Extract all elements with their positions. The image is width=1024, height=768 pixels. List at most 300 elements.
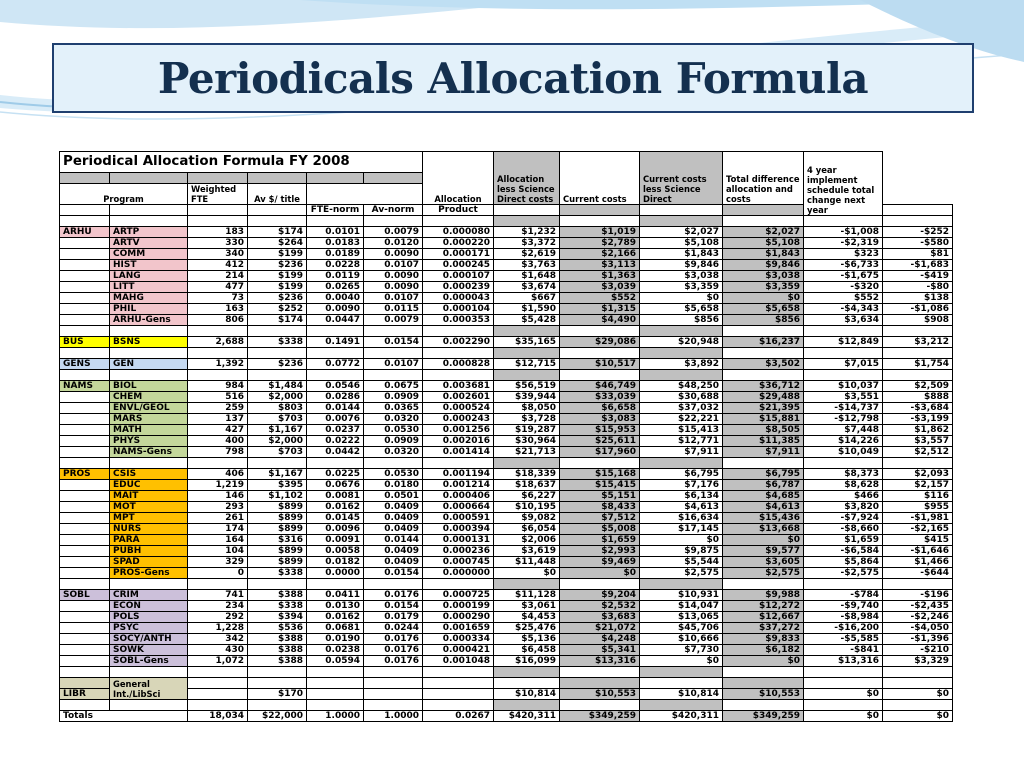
group-code: SOBL: [60, 590, 110, 601]
empty-cell: [804, 579, 883, 590]
empty-cell: [307, 458, 364, 469]
total-diff: $1,659: [804, 535, 883, 546]
weighted-fte: 73: [188, 293, 248, 304]
empty-cell: [723, 326, 804, 337]
current-costs: $10,814: [640, 689, 723, 700]
program-code: PHIL: [110, 304, 188, 315]
empty-cell: [60, 645, 110, 656]
table-row: [60, 359, 953, 370]
four-year: $955: [883, 502, 953, 513]
empty-cell: [494, 326, 560, 337]
fte-norm: 0.0182: [307, 557, 364, 568]
fte-norm: 0.0162: [307, 502, 364, 513]
empty-cell: [60, 326, 110, 337]
current-less-sd: $3,605: [723, 557, 804, 568]
table-row: [60, 337, 953, 348]
total-diff: -$12,798: [804, 414, 883, 425]
program-code: SOWK: [110, 645, 188, 656]
av-norm: 0.0107: [364, 293, 423, 304]
av-norm: 0.0409: [364, 524, 423, 535]
weighted-fte: 798: [188, 447, 248, 458]
current-costs: $15,413: [640, 425, 723, 436]
empty-cell: [60, 524, 110, 535]
fte-norm: 0.0000: [307, 568, 364, 579]
slide-title-box: [52, 43, 974, 113]
av-title: $2,000: [248, 436, 307, 447]
fte-norm: 0.0183: [307, 238, 364, 249]
av-norm: 0.0107: [364, 260, 423, 271]
current-less-sd: $6,787: [723, 480, 804, 491]
spacer-row: [60, 370, 953, 381]
product: 0.001659: [423, 623, 494, 634]
totals-current-costs: $420,311: [640, 711, 723, 722]
empty-cell: [60, 238, 110, 249]
av-title: $174: [248, 315, 307, 326]
program-code: PUBH: [110, 546, 188, 557]
empty-cell: [494, 348, 560, 359]
empty-cell: [364, 348, 423, 359]
four-year: -$3,684: [883, 403, 953, 414]
empty-cell: [364, 458, 423, 469]
alloc-less-sd: $5,341: [560, 645, 640, 656]
program-code: MATH: [110, 425, 188, 436]
alloc-less-sd: $7,512: [560, 513, 640, 524]
program-code: CRIM: [110, 590, 188, 601]
empty-cell: [60, 601, 110, 612]
current-costs: $7,176: [640, 480, 723, 491]
empty-cell: [883, 579, 953, 590]
current-less-sd: $12,667: [723, 612, 804, 623]
alloc-less-sd: $15,415: [560, 480, 640, 491]
alloc-less-sd: $25,611: [560, 436, 640, 447]
empty-cell: [640, 348, 723, 359]
alloc-less-sd: $10,553: [560, 689, 640, 700]
alloc-less-sd: $15,953: [560, 425, 640, 436]
fte-norm: 0.0238: [307, 645, 364, 656]
table-row: [60, 491, 953, 502]
empty-cell: [188, 326, 248, 337]
empty-cell: [883, 216, 953, 227]
program-code: LANG: [110, 271, 188, 282]
empty-cell: [248, 326, 307, 337]
av-title: $388: [248, 656, 307, 667]
allocation: $1,590: [494, 304, 560, 315]
program-code: MAHG: [110, 293, 188, 304]
av-title: $703: [248, 414, 307, 425]
product: 0.000131: [423, 535, 494, 546]
total-diff: $323: [804, 249, 883, 260]
fte-norm: [307, 689, 364, 700]
fte-norm: 0.0546: [307, 381, 364, 392]
alloc-less-sd: $21,072: [560, 623, 640, 634]
current-costs: $9,875: [640, 546, 723, 557]
weighted-fte: 427: [188, 425, 248, 436]
program-code: General Int./LibSci: [110, 678, 188, 700]
empty-cell: [60, 667, 110, 678]
four-year: $2,512: [883, 447, 953, 458]
weighted-fte: 1,072: [188, 656, 248, 667]
table-row: [60, 282, 953, 293]
current-costs: $2,575: [640, 568, 723, 579]
total-diff: -$6,584: [804, 546, 883, 557]
program-code: POLS: [110, 612, 188, 623]
av-title: $536: [248, 623, 307, 634]
empty-cell: [364, 667, 423, 678]
av-norm: 0.0176: [364, 590, 423, 601]
total-diff: -$8,660: [804, 524, 883, 535]
product: 0.000524: [423, 403, 494, 414]
four-year: $0: [883, 689, 953, 700]
allocation: $16,099: [494, 656, 560, 667]
product: 0.003681: [423, 381, 494, 392]
four-year: -$1,646: [883, 546, 953, 557]
total-diff: $3,820: [804, 502, 883, 513]
av-title: $316: [248, 535, 307, 546]
empty-cell: [110, 348, 188, 359]
total-diff: -$16,200: [804, 623, 883, 634]
empty-cell: [883, 326, 953, 337]
empty-cell: [723, 370, 804, 381]
current-costs: $0: [640, 535, 723, 546]
total-diff: $466: [804, 491, 883, 502]
program-code: BSNS: [110, 337, 188, 348]
av-title: $388: [248, 634, 307, 645]
product: 0.000080: [423, 227, 494, 238]
weighted-fte: 234: [188, 601, 248, 612]
fte-norm: 0.0190: [307, 634, 364, 645]
current-less-sd: $2,027: [723, 227, 804, 238]
four-year: $3,329: [883, 656, 953, 667]
empty-cell: [560, 348, 640, 359]
current-costs: $30,688: [640, 392, 723, 403]
weighted-fte: 984: [188, 381, 248, 392]
fte-norm: 0.0162: [307, 612, 364, 623]
current-costs: $16,634: [640, 513, 723, 524]
empty-cell: [60, 656, 110, 667]
program-code: ARTV: [110, 238, 188, 249]
program-code: HIST: [110, 260, 188, 271]
allocation: $8,050: [494, 403, 560, 414]
product: 0.000290: [423, 612, 494, 623]
current-less-sd: $9,846: [723, 260, 804, 271]
totals-row: [60, 711, 953, 722]
spacer-row: [60, 348, 953, 359]
empty-cell: [883, 458, 953, 469]
empty-cell: [804, 326, 883, 337]
program-code: MARS: [110, 414, 188, 425]
fte-norm: 0.0101: [307, 227, 364, 238]
header-current-less-sd: Current costs less Science Direct: [640, 152, 723, 205]
total-diff: $8,373: [804, 469, 883, 480]
current-costs: $5,658: [640, 304, 723, 315]
four-year: -$3,199: [883, 414, 953, 425]
fte-norm: 0.0076: [307, 414, 364, 425]
product: 0.000421: [423, 645, 494, 656]
product: 0.000043: [423, 293, 494, 304]
product: 0.000394: [423, 524, 494, 535]
program-code: MAIT: [110, 491, 188, 502]
alloc-less-sd: $46,749: [560, 381, 640, 392]
av-norm: 0.0179: [364, 612, 423, 623]
product: 0.000828: [423, 359, 494, 370]
weighted-fte: 340: [188, 249, 248, 260]
table-row: [60, 612, 953, 623]
total-diff: -$6,733: [804, 260, 883, 271]
table-row: [60, 623, 953, 634]
total-diff: $5,864: [804, 557, 883, 568]
table-body: [60, 152, 953, 722]
empty-cell: [188, 579, 248, 590]
total-diff: $10,049: [804, 447, 883, 458]
empty-cell: [188, 370, 248, 381]
current-costs: $3,038: [640, 271, 723, 282]
totals-weighted-fte: 18,034: [188, 711, 248, 722]
table-row: [60, 502, 953, 513]
table-row: [60, 480, 953, 491]
weighted-fte: 2,688: [188, 337, 248, 348]
group-code: BUS: [60, 337, 110, 348]
empty-cell: [364, 216, 423, 227]
total-diff: -$4,343: [804, 304, 883, 315]
fte-norm: 0.0594: [307, 656, 364, 667]
total-diff: -$9,740: [804, 601, 883, 612]
current-less-sd: $9,833: [723, 634, 804, 645]
av-title: $264: [248, 238, 307, 249]
four-year: $2,093: [883, 469, 953, 480]
alloc-less-sd: $3,683: [560, 612, 640, 623]
current-costs: $14,047: [640, 601, 723, 612]
allocation: $19,287: [494, 425, 560, 436]
av-title: $199: [248, 271, 307, 282]
av-norm: 0.0909: [364, 436, 423, 447]
alloc-less-sd: $0: [560, 568, 640, 579]
current-costs: $7,911: [640, 447, 723, 458]
four-year: $908: [883, 315, 953, 326]
current-less-sd: $16,237: [723, 337, 804, 348]
current-costs: $22,221: [640, 414, 723, 425]
header-current-costs: Current costs: [560, 152, 640, 205]
current-less-sd: $5,658: [723, 304, 804, 315]
empty-cell: [423, 216, 494, 227]
empty-cell: [110, 370, 188, 381]
alloc-less-sd: $2,993: [560, 546, 640, 557]
header-total-diff: Total difference allocation and costs: [723, 152, 804, 205]
empty-cell: [248, 667, 307, 678]
product: 0.000591: [423, 513, 494, 524]
weighted-fte: 261: [188, 513, 248, 524]
alloc-less-sd: $33,039: [560, 392, 640, 403]
weighted-fte: 292: [188, 612, 248, 623]
program-code: MPT: [110, 513, 188, 524]
alloc-less-sd: $4,248: [560, 634, 640, 645]
product: 0.000353: [423, 315, 494, 326]
empty-cell: [248, 370, 307, 381]
allocation: $6,458: [494, 645, 560, 656]
fte-norm: 0.0286: [307, 392, 364, 403]
current-less-sd: $6,795: [723, 469, 804, 480]
weighted-fte: 163: [188, 304, 248, 315]
current-less-sd: $37,272: [723, 623, 804, 634]
four-year: $2,509: [883, 381, 953, 392]
weighted-fte: 406: [188, 469, 248, 480]
empty-cell: [60, 403, 110, 414]
av-title: $803: [248, 403, 307, 414]
header-row-title: [60, 152, 953, 173]
allocation: $25,476: [494, 623, 560, 634]
empty-cell: [60, 216, 110, 227]
empty-cell: [188, 458, 248, 469]
empty-cell: [364, 700, 423, 711]
product: 0.000107: [423, 271, 494, 282]
empty-cell: [60, 348, 110, 359]
empty-cell: [640, 458, 723, 469]
empty-cell: [60, 458, 110, 469]
program-code: PSYC: [110, 623, 188, 634]
empty-cell: [494, 678, 560, 689]
allocation: $9,082: [494, 513, 560, 524]
product: 0.000000: [423, 568, 494, 579]
fte-norm: 0.0130: [307, 601, 364, 612]
weighted-fte: 164: [188, 535, 248, 546]
empty-cell: [188, 678, 248, 689]
allocation: $3,061: [494, 601, 560, 612]
fte-norm: 0.0265: [307, 282, 364, 293]
av-title: $1,102: [248, 491, 307, 502]
total-diff: $3,634: [804, 315, 883, 326]
current-less-sd: $9,577: [723, 546, 804, 557]
program-code: CHEM: [110, 392, 188, 403]
av-norm: 0.0107: [364, 359, 423, 370]
av-norm: 0.0154: [364, 601, 423, 612]
alloc-less-sd: $3,083: [560, 414, 640, 425]
av-norm: 0.0409: [364, 557, 423, 568]
current-less-sd: $0: [723, 535, 804, 546]
library-row: [60, 678, 953, 689]
program-code: PHYS: [110, 436, 188, 447]
four-year: -$252: [883, 227, 953, 238]
weighted-fte: 0: [188, 568, 248, 579]
sheet-title: Periodical Allocation Formula FY 2008: [60, 152, 423, 173]
program-code: SOBL-Gens: [110, 656, 188, 667]
av-title: $2,000: [248, 392, 307, 403]
empty-cell: [640, 678, 723, 689]
empty-cell: [60, 425, 110, 436]
fte-norm: 0.0237: [307, 425, 364, 436]
av-norm: 0.0409: [364, 546, 423, 557]
weighted-fte: 329: [188, 557, 248, 568]
empty-cell: [364, 579, 423, 590]
product: 0.001214: [423, 480, 494, 491]
current-costs: $5,108: [640, 238, 723, 249]
group-code: LIBR: [60, 689, 110, 700]
four-year: $2,157: [883, 480, 953, 491]
av-norm: 0.0176: [364, 656, 423, 667]
empty-cell: [60, 447, 110, 458]
program-code: COMM: [110, 249, 188, 260]
table-row: [60, 414, 953, 425]
empty-cell: [723, 667, 804, 678]
empty-cell: [60, 260, 110, 271]
program-code: EDUC: [110, 480, 188, 491]
allocation: $2,006: [494, 535, 560, 546]
empty-cell: [60, 249, 110, 260]
av-title: $236: [248, 293, 307, 304]
four-year: -$210: [883, 645, 953, 656]
empty-cell: [560, 667, 640, 678]
alloc-less-sd: $5,008: [560, 524, 640, 535]
total-diff: -$1,675: [804, 271, 883, 282]
four-year: -$1,396: [883, 634, 953, 645]
alloc-less-sd: $10,517: [560, 359, 640, 370]
empty-cell: [423, 579, 494, 590]
totals-alloc-less-sd: $349,259: [560, 711, 640, 722]
program-code: MOT: [110, 502, 188, 513]
current-less-sd: $7,911: [723, 447, 804, 458]
empty-cell: [60, 513, 110, 524]
program-code: NURS: [110, 524, 188, 535]
four-year: -$2,246: [883, 612, 953, 623]
av-norm: 0.0365: [364, 403, 423, 414]
empty-cell: [60, 414, 110, 425]
av-norm: 0.0154: [364, 568, 423, 579]
av-title: $899: [248, 524, 307, 535]
product: 0.000220: [423, 238, 494, 249]
current-less-sd: $10,553: [723, 689, 804, 700]
empty-cell: [494, 458, 560, 469]
table-row: [60, 381, 953, 392]
product: 0.002601: [423, 392, 494, 403]
av-title: $899: [248, 513, 307, 524]
empty-cell: [804, 458, 883, 469]
weighted-fte: [188, 689, 248, 700]
header-allocation: Allocation: [423, 152, 494, 205]
group-code: PROS: [60, 469, 110, 480]
current-costs: $5,544: [640, 557, 723, 568]
empty-cell: [883, 348, 953, 359]
table-row: [60, 293, 953, 304]
table-row: [60, 304, 953, 315]
empty-cell: [494, 667, 560, 678]
av-norm: 0.0079: [364, 227, 423, 238]
empty-cell: [188, 667, 248, 678]
header-product: Product: [423, 205, 494, 216]
empty-cell: [248, 216, 307, 227]
allocation: $4,453: [494, 612, 560, 623]
empty-cell: [110, 579, 188, 590]
table-row: [60, 238, 953, 249]
four-year: -$1,981: [883, 513, 953, 524]
empty-cell: [60, 678, 110, 689]
av-title: $1,484: [248, 381, 307, 392]
alloc-less-sd: $2,532: [560, 601, 640, 612]
four-year: -$4,050: [883, 623, 953, 634]
current-less-sd: $856: [723, 315, 804, 326]
av-norm: 0.0079: [364, 315, 423, 326]
alloc-less-sd: $6,658: [560, 403, 640, 414]
empty-cell: [423, 700, 494, 711]
fte-norm: 0.0228: [307, 260, 364, 271]
current-less-sd: $4,685: [723, 491, 804, 502]
empty-cell: [883, 370, 953, 381]
current-less-sd: $3,502: [723, 359, 804, 370]
table-row: [60, 590, 953, 601]
fte-norm: 0.0091: [307, 535, 364, 546]
empty-cell: [248, 348, 307, 359]
empty-cell: [723, 700, 804, 711]
current-less-sd: $9,988: [723, 590, 804, 601]
total-diff: -$8,984: [804, 612, 883, 623]
av-title: $395: [248, 480, 307, 491]
